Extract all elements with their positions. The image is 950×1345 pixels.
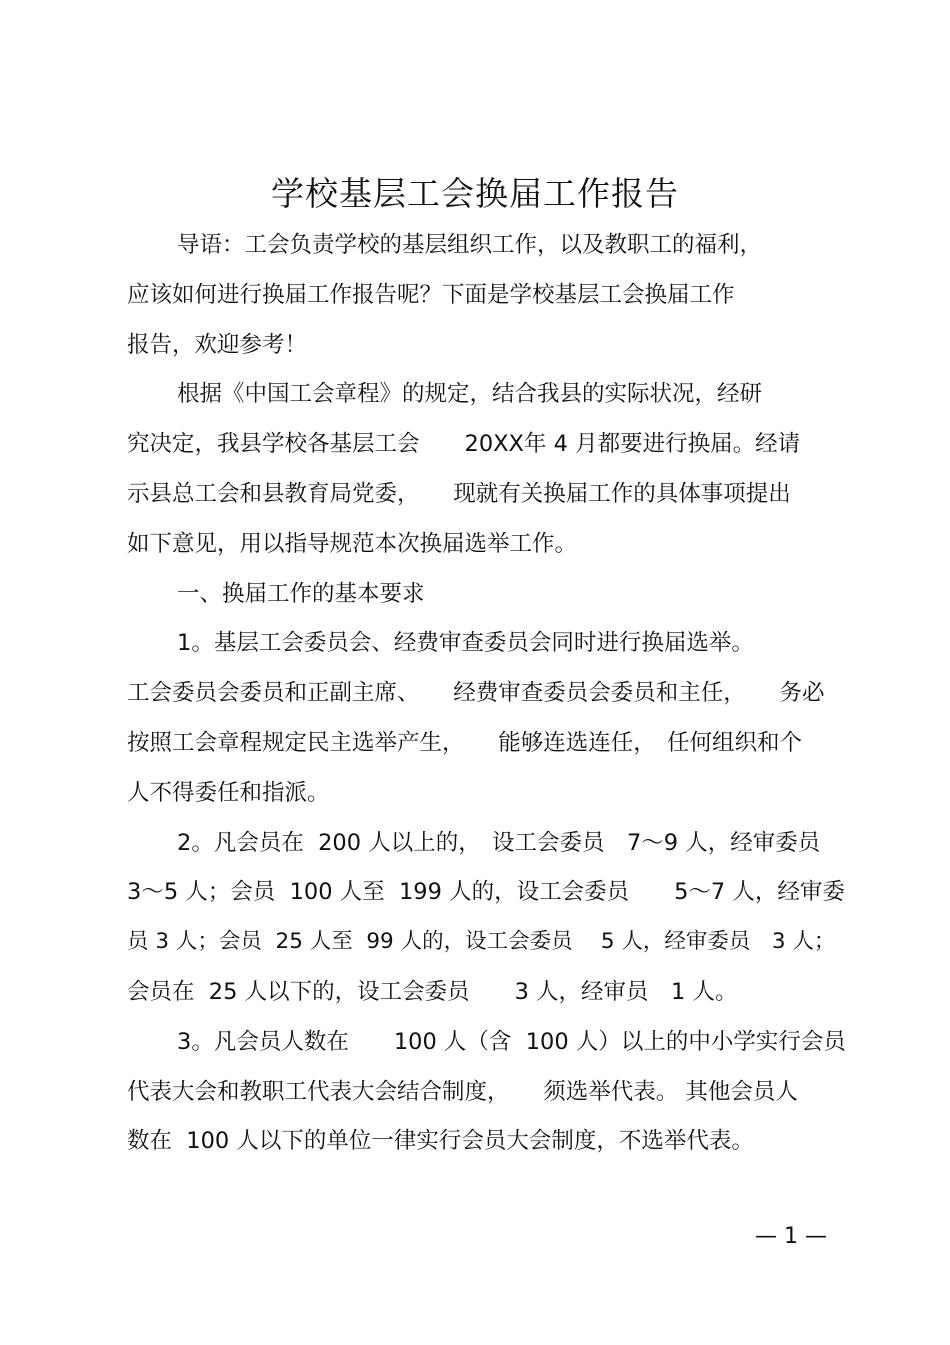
paragraph-line: 究决定，我县学校各基层工会 20XX年 4 月都要进行换届。经请 — [127, 431, 801, 457]
document-title: 学校基层工会换届工作报告 — [271, 174, 679, 213]
paragraph-line: 应该如何进行换届工作报告呢？下面是学校基层工会换届工作 — [127, 282, 735, 308]
paragraph-line: 3～5 人；会员 100 人至 199 人的，设工会委员 5～7 人，经审委 — [127, 879, 845, 905]
paragraph-line: 1。基层工会委员会、经费审查委员会同时进行换届选举。 — [177, 630, 754, 656]
paragraph-line: 员 3 人；会员 25 人至 99 人的，设工会委员 5 人，经审委员 3 人； — [127, 929, 836, 954]
paragraph-line: 示县总工会和县教育局党委， 现就有关换届工作的具体事项提出 — [127, 481, 791, 507]
paragraph-line: 导语：工会负责学校的基层组织工作，以及教职工的福利， — [177, 232, 763, 258]
paragraph-line: 按照工会章程规定民主选举产生， 能够连选连任， 任何组织和个 — [127, 730, 803, 756]
paragraph-line: 2。凡会员在 200 人以上的， 设工会委员 7～9 人，经审委员 — [177, 830, 821, 856]
paragraph-line: 工会委员会委员和正副主席、 经费审查委员会委员和主任， 务必 — [127, 680, 825, 706]
paragraph-line: 代表大会和教职工代表大会结合制度， 须选举代表。 其他会员人 — [127, 1079, 798, 1105]
paragraph-line: 如下意见，用以指导规范本次换届选举工作。 — [127, 531, 578, 557]
paragraph-line: 报告，欢迎参考！ — [127, 332, 308, 358]
section-heading: 一、换届工作的基本要求 — [177, 581, 425, 607]
page-number: — 1 — — [755, 1224, 827, 1249]
paragraph-line: 3。凡会员人数在 100 人（含 100 人）以上的中小学实行会员 — [177, 1029, 846, 1055]
paragraph-line: 会员在 25 人以下的，设工会委员 3 人，经审员 1 人。 — [127, 979, 738, 1005]
paragraph-line: 数在 100 人以下的单位一律实行会员大会制度，不选举代表。 — [127, 1128, 754, 1154]
paragraph-line: 人不得委任和指派。 — [127, 780, 330, 806]
paragraph-line: 根据《中国工会章程》的规定，结合我县的实际状况，经研 — [177, 381, 763, 407]
